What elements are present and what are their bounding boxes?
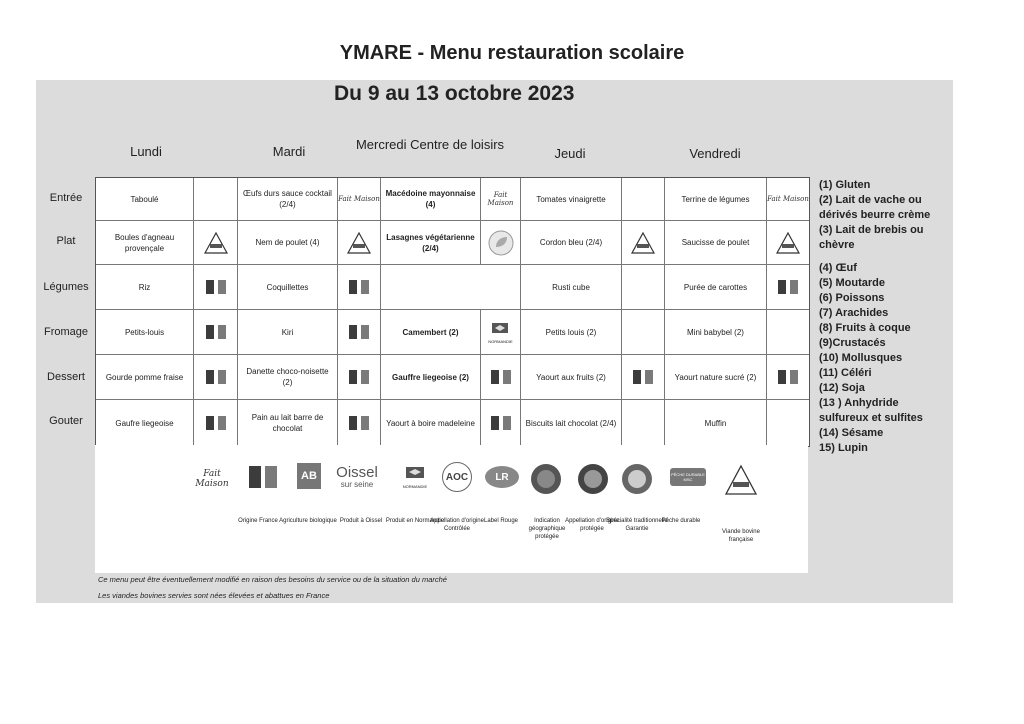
viande-francaise-badge [338,221,381,265]
empty-badge [622,400,665,446]
viande-francaise-badge [194,221,238,265]
legend-label: Produit à Oissel [339,518,383,524]
allergen-item: (10) Mollusques [819,352,903,364]
day-header-lundi: Lundi [130,144,162,159]
allergen-item: (4) Œuf [819,262,857,274]
leaf-circle-icon [487,229,515,257]
menu-cell: Camembert (2) [381,310,481,355]
viande-francaise-icon [203,231,229,255]
allergen-item: (13 ) Anhydride sulfureux et sulfites [819,397,923,424]
igp-seal-icon [529,462,563,496]
allergen-list [819,178,949,456]
menu-cell: Gauffre liegeoise (2) [381,355,481,400]
menu-cell: Riz [96,265,194,310]
legend-label: Appellation d'origine Contrôlée [430,518,484,532]
menu-grid [95,177,810,447]
empty-badge [767,400,809,446]
viande-bovine-legend-icon [722,462,760,498]
origine-france-badge [338,265,381,310]
allergen-item: (2) Lait de vache ou dérivés beurre crème [819,194,931,221]
menu-cell: Biscuits lait chocolat (2/4) [521,400,622,446]
allergen-item: (14) Sésame [819,427,884,439]
empty-badge [622,178,665,221]
menu-cell: Macédoine mayonnaise (4) [381,178,481,221]
menu-cell: Œufs durs sauce cocktail (2/4) [238,178,338,221]
origine-france-badge [194,400,238,446]
allergen-item: (11) Céléri [819,367,872,379]
allergen-item: 15) Lupin [819,442,868,454]
msc-logo-icon: PÊCHE DURABLE MSC [668,462,708,492]
legend-label: Agriculture biologique [279,518,337,524]
origine-france-badge [338,310,381,355]
origine-france-badge [338,355,381,400]
viande-francaise-icon [346,231,372,255]
menu-cell: Nem de poulet (4) [238,221,338,265]
footer-note: Les viandes bovines servies sont nées élevées et abattues en France [98,591,330,600]
fait-maison-legend-icon: Fait Maison [195,469,229,489]
menu-cell: Purée de carottes [665,265,767,310]
normandie-badge [481,310,521,355]
menu-cell: Mini babybel (2) [665,310,767,355]
menu-cell: Yaourt aux fruits (2) [521,355,622,400]
origine-france-badge [481,400,521,446]
origine-france-badge [194,310,238,355]
origine-france-badge [767,355,809,400]
viande-francaise-badge [622,221,665,265]
label-rouge-icon: LR [483,462,521,492]
fait-maison-badge [481,178,521,221]
allergen-item: (6) Poissons [819,292,885,304]
menu-cell: Boules d'agneau provençale [96,221,194,265]
allergen-item: (1) Gluten [819,179,871,191]
menu-cell: Petits-louis [96,310,194,355]
menu-cell: Coquillettes [238,265,338,310]
aop-seal-icon [576,462,610,496]
legend-label: Indication géographique protégée [528,518,566,540]
fait-maison-icon: Fait Maison [487,191,514,207]
row-label-dessert: Dessert [47,371,85,383]
menu-cell: Saucisse de poulet [665,221,767,265]
legend-label: Spécialité traditionnelle Garantie [606,518,668,532]
row-label-legumes: Légumes [43,281,89,293]
vegetarian-badge [481,221,521,265]
allergen-item: (9)Crustacés [819,337,886,349]
viande-francaise-icon [775,231,801,255]
allergen-item: (3) Lait de brebis ou chèvre [819,224,924,251]
menu-cell: Petits louis (2) [521,310,622,355]
legend-label: Origine France [238,518,278,524]
menu-cell: Yaourt à boire madeleine [381,400,481,446]
empty-badge [194,178,238,221]
empty-badge [767,310,809,355]
allergen-item: (12) Soja [819,382,865,394]
allergen-item: (5) Moutarde [819,277,885,289]
ab-logo-icon: AB [296,462,322,490]
menu-cell: Taboulé [96,178,194,221]
oissel-logo-icon: Oissel sur seine [336,464,378,489]
fait-maison-icon: Fait Maison [338,195,380,203]
row-label-fromage: Fromage [43,326,89,338]
viande-francaise-icon [630,231,656,255]
week-subtitle: Du 9 au 13 octobre 2023 [334,82,575,105]
normandie-label: NORMANDIE [488,338,513,344]
menu-cell: Yaourt nature sucré (2) [665,355,767,400]
row-label-gouter: Gouter [49,415,83,427]
aoc-logo-icon: AOC [440,462,474,492]
origine-france-badge [194,355,238,400]
origine-france-badge [194,265,238,310]
menu-cell: Gourde pomme fraise [96,355,194,400]
legend-label: Pêche durable [661,518,701,524]
menu-cell: Danette choco-noisette (2) [238,355,338,400]
menu-cell: Gaufre liegeoise [96,400,194,446]
menu-cell: Tomates vinaigrette [521,178,622,221]
menu-cell: Terrine de légumes [665,178,767,221]
day-header-vendredi: Vendredi [689,146,741,161]
normandie-icon [491,322,509,334]
fait-maison-icon: Fait Maison [767,195,809,203]
menu-cell: Lasagnes végétarienne (2/4) [381,221,481,265]
day-header-mardi: Mardi [272,144,306,159]
legend-label: Label Rouge [483,518,519,524]
menu-cell: Muffin [665,400,767,446]
fait-maison-badge [338,178,381,221]
footer-note: Ce menu peut être éventuellement modifié en raison des besoins du service ou de la situation du marché [98,575,447,584]
empty-badge [622,310,665,355]
menu-cell: Kiri [238,310,338,355]
menu-cell: Cordon bleu (2/4) [521,221,622,265]
viande-francaise-badge [767,221,809,265]
day-header-jeudi: Jeudi [554,146,586,161]
allergen-item: (7) Arachides [819,307,889,319]
empty-badge [622,265,665,310]
legend-label: Viande bovine française [722,529,760,543]
stg-seal-icon [620,462,654,496]
menu-cell: Pain au lait barre de chocolat [238,400,338,446]
normandie-legend-icon: NORMANDIE [398,462,432,492]
legend-label: Produit en Normandie [385,518,445,524]
origine-france-badge [338,400,381,446]
allergen-item: (8) Fruits à coque [819,322,911,334]
day-header-mercredi: Mercredi Centre de loisirs [355,137,505,152]
legend-label: Appellation d'origine protégée [565,518,619,532]
origine-france-badge [767,265,809,310]
origine-france-badge [622,355,665,400]
row-label-plat: Plat [56,235,76,247]
fait-maison-badge [767,178,809,221]
row-label-entree: Entrée [49,192,83,204]
menu-cell: Rusti cube [521,265,622,310]
origine-france-badge [481,355,521,400]
origine-france-legend-icon [238,462,288,492]
menu-title: YMARE - Menu restauration scolaire [339,42,685,64]
menu-cell [381,265,521,310]
